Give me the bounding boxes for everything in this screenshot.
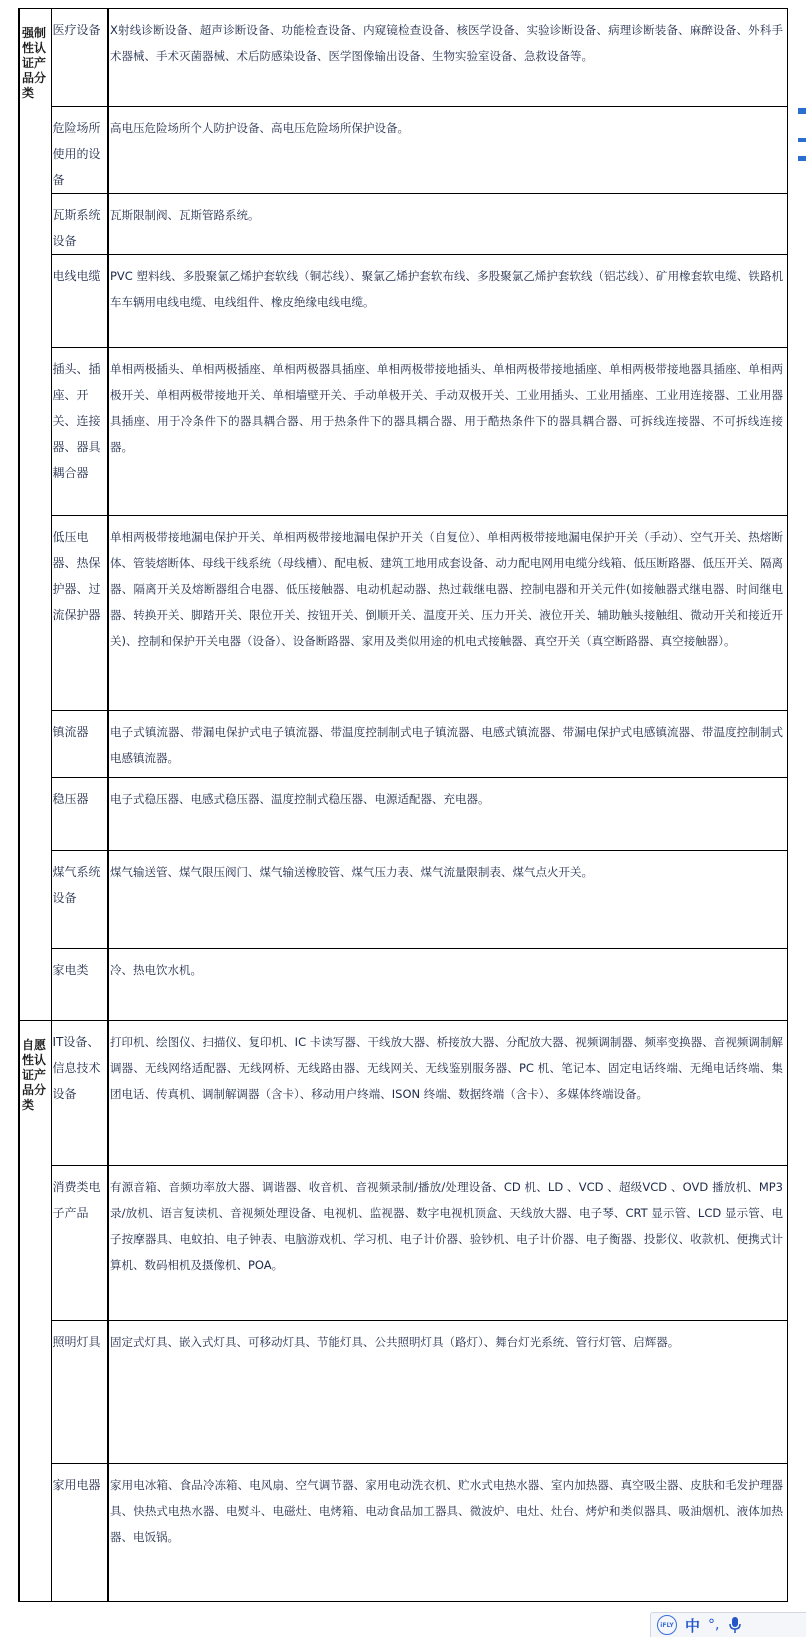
- table-row: [19, 107, 788, 194]
- items-text: PVC 塑料线、多股聚氯乙烯护套软线（铜芯线）、聚氯乙烯护套软布线、多股聚氯乙烯护套软线（铝芯线）、矿用橡套软电缆、铁路机车车辆用电线电缆、电线组件、橡皮绝缘电线电缆。: [110, 269, 783, 309]
- subcategory-cell: [51, 1021, 108, 1166]
- items-cell: [108, 9, 788, 107]
- table-row: [19, 949, 788, 1021]
- subcategory-cell: [51, 348, 108, 516]
- subcategory-cell: [51, 516, 108, 711]
- product-certification-table: [18, 8, 788, 1602]
- background-window-fragment: [798, 156, 806, 161]
- ime-language-toggle[interactable]: 中: [685, 1616, 701, 1635]
- subcategory-label: 稳压器: [52, 792, 89, 806]
- items-cell: [108, 194, 788, 255]
- items-text: 有源音箱、音频功率放大器、调谐器、收音机、音视频录制/播放/处理设备、CD 机、LD 、VCD 、超级VCD 、OVD 播放机、MP3 录/放机、语言复读机、音视频处理设备、电视机、监视器、数字电视机顶盒、天线放大器、电子琴、CRT 显示管、LCD 显示管、电子按摩器具、电蚊拍、电子钟表、电脑游戏机、学习机、电子计价器、验钞机、电子计价器、电子衡器、投影仪、收款机、便携式计算机、数码相机及摄像机、POA。: [110, 1180, 783, 1272]
- ime-toolbar[interactable]: [650, 1612, 806, 1637]
- subcategory-label: 消费类电子产品: [52, 1180, 101, 1220]
- items-cell: [108, 851, 788, 949]
- ifly-logo-icon[interactable]: iFLY: [657, 1615, 677, 1635]
- table-row: [19, 711, 788, 778]
- subcategory-label: 低压电器、热保护器、过流保护器: [52, 530, 101, 622]
- subcategory-label: IT设备、信息技术设备: [52, 1035, 101, 1101]
- subcategory-cell: [51, 1166, 108, 1321]
- items-text: 煤气输送管、煤气限压阀门、煤气输送橡胶管、煤气压力表、煤气流量限制表、煤气点火开关。: [110, 865, 593, 879]
- subcategory-label: 危险场所使用的设备: [52, 121, 101, 187]
- items-text: 高电压危险场所个人防护设备、高电压危险场所保护设备。: [110, 121, 409, 135]
- subcategory-cell: [51, 9, 108, 107]
- items-text: 固定式灯具、嵌入式灯具、可移动灯具、节能灯具、公共照明灯具（路灯）、舞台灯光系统、管行灯管、启辉器。: [110, 1335, 680, 1349]
- subcategory-label: 家用电器: [52, 1478, 101, 1492]
- category-cell-voluntary: [19, 1021, 51, 1602]
- subcategory-label: 家电类: [52, 963, 89, 977]
- items-text: 电子式镇流器、带漏电保护式电子镇流器、带温度控制制式电子镇流器、电感式镇流器、带漏电保护式电感镇流器、带温度控制制式电感镇流器。: [110, 725, 783, 765]
- items-cell: [108, 711, 788, 778]
- subcategory-label: 插头、插座、开关、连接器、器具耦合器: [52, 362, 101, 480]
- subcategory-cell: [51, 851, 108, 949]
- subcategory-cell: [51, 255, 108, 348]
- subcategory-cell: [51, 107, 108, 194]
- ime-punctuation-toggle[interactable]: °,: [708, 1617, 720, 1633]
- items-text: 电子式稳压器、电感式稳压器、温度控制式稳压器、电源适配器、充电器。: [110, 792, 490, 806]
- background-window-fragment: [798, 138, 806, 142]
- table-row: [19, 516, 788, 711]
- microphone-icon[interactable]: [727, 1616, 743, 1634]
- subcategory-label: 煤气系统设备: [52, 865, 101, 905]
- certification-table-container: [18, 8, 788, 1602]
- table-row: [19, 851, 788, 949]
- subcategory-cell: [51, 778, 108, 851]
- items-text: 单相两极插头、单相两极插座、单相两极器具插座、单相两极带接地插头、单相两极带接地插座、单相两极带接地器具插座、单相两极开关、单相两极带接地开关、单相墙壁开关、手动单极开关、手动双极开关、工业用插头、工业用插座、工业用连接器、工业用器具插座、用于冷条件下的器具耦合器、用于热条件下的器具耦合器、用于酷热条件下的器具耦合器、可拆线连接器、不可拆线连接器。: [110, 362, 783, 454]
- subcategory-cell: [51, 949, 108, 1021]
- background-window-fragment: [798, 108, 806, 114]
- table-row: [19, 255, 788, 348]
- table-row: [19, 194, 788, 255]
- subcategory-label: 照明灯具: [52, 1335, 101, 1349]
- items-cell: [108, 516, 788, 711]
- items-cell: [108, 949, 788, 1021]
- items-cell: [108, 107, 788, 194]
- subcategory-cell: [51, 1464, 108, 1602]
- subcategory-label: 电线电缆: [52, 269, 101, 283]
- category-label: 强制性认证产品分类: [22, 26, 47, 100]
- items-cell: [108, 255, 788, 348]
- table-row: [19, 1321, 788, 1464]
- items-cell: [108, 1166, 788, 1321]
- table-row: [19, 778, 788, 851]
- items-text: 打印机、绘图仪、扫描仪、复印机、IC 卡读写器、干线放大器、桥接放大器、分配放大器、视频调制器、频率变换器、音视频调制解调器、无线网络适配器、无线网桥、无线路由器、无线网关、无线鉴别服务器、PC 机、笔记本、固定电话终端、无绳电话终端、集团电话、传真机、调制解调器（含卡）、移动用户终端、ISON 终端、数据终端（含卡）、多媒体终端设备。: [110, 1035, 783, 1101]
- subcategory-label: 镇流器: [52, 725, 89, 739]
- category-cell-mandatory: [19, 9, 51, 1021]
- items-cell: [108, 348, 788, 516]
- table-row: [19, 9, 788, 107]
- items-text: 瓦斯限制阀、瓦斯管路系统。: [110, 208, 260, 222]
- category-label: 自愿性认证产品分类: [22, 1038, 47, 1112]
- items-cell: [108, 778, 788, 851]
- table-row: [19, 1166, 788, 1321]
- subcategory-label: 瓦斯系统设备: [52, 208, 101, 248]
- items-text: 单相两极带接地漏电保护开关、单相两极带接地漏电保护开关（自复位）、单相两极带接地漏电保护开关（手动）、空气开关、热熔断体、管装熔断体、母线干线系统（母线槽）、配电板、建筑工地用成套设备、动力配电网用电缆分线箱、低压断路器、低压开关、隔离器、隔离开关及熔断器组合电器、低压接触器、电动机起动器、热过载继电器、控制电器和开关元件(如接触器式继电器、时间继电器、转换开关、脚踏开关、限位开关、按钮开关、倒顺开关、温度开关、压力开关、液位开关、辅助触头接触组、微动开关和接近开关)、控制和保护开关电器（设备）、设备断路器、家用及类似用途的机电式接触器、真空开关（真空断路器、真空接触器）。: [110, 530, 783, 648]
- subcategory-cell: [51, 711, 108, 778]
- items-cell: [108, 1321, 788, 1464]
- items-text: X射线诊断设备、超声诊断设备、功能检查设备、内窥镜检查设备、核医学设备、实验诊断设备、病理诊断装备、麻醉设备、外科手术器械、手术灭菌器械、术后防感染设备、医学图像输出设备、生物实验室设备、急救设备等。: [110, 23, 783, 63]
- subcategory-cell: [51, 194, 108, 255]
- table-row: [19, 1021, 788, 1166]
- items-cell: [108, 1021, 788, 1166]
- items-text: 家用电冰箱、食品冷冻箱、电风扇、空气调节器、家用电动洗衣机、贮水式电热水器、室内加热器、真空吸尘器、皮肤和毛发护理器具、快热式电热水器、电熨斗、电磁灶、电烤箱、电动食品加工器具、微波炉、电灶、灶台、烤炉和类似器具、吸油烟机、液体加热器、电饭锅。: [110, 1478, 783, 1544]
- items-cell: [108, 1464, 788, 1602]
- subcategory-label: 医疗设备: [52, 23, 101, 37]
- table-row: [19, 348, 788, 516]
- subcategory-cell: [51, 1321, 108, 1464]
- table-row: [19, 1464, 788, 1602]
- items-text: 冷、热电饮水机。: [110, 963, 202, 977]
